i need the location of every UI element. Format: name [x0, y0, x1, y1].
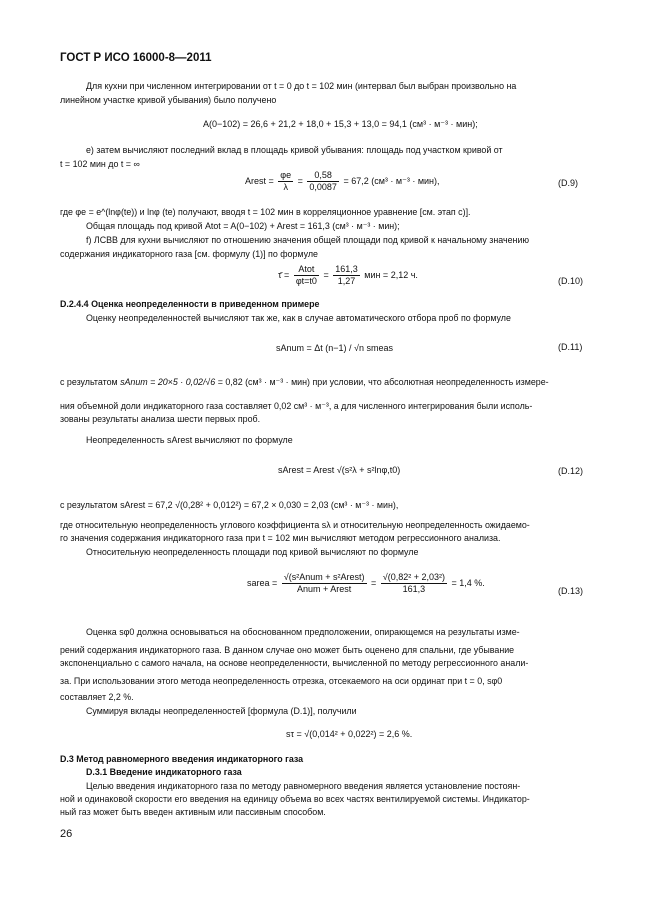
eq-lhs: sarea = [247, 577, 278, 588]
paragraph-line: где φe = e^(lnφ(te)) и lnφ (te) получают, вводя t = 102 мин в корреляционное уравнение [см. этап c)]. [60, 207, 471, 217]
page-number: 26 [60, 828, 73, 840]
paragraph-line: Общая площадь под кривой Atot = A(0−102) + Arest = 161,3 (см³ · м⁻³ · мин); [86, 221, 400, 231]
equation-number: (D.11) [558, 342, 583, 352]
equation-d10: τ̄ = $\frac{\text{Atot}}{\varphi t=t0}$ = $\frac{161,3}{1,27}$ мин = 2,12 ч. [278, 264, 418, 286]
numerator: φe [280, 170, 292, 180]
equation-d13: sarea = $\frac{\text{√(s²Anum + s²Arest)}}{\text{Anum + Arest}}$ = $\frac{\text{√(0,82² + 2,03²)}}{161,3}$ = 1,4 %. [247, 572, 485, 594]
numerator: Atot [294, 264, 319, 276]
paragraph-line: Суммируя вклады неопределенностей [формула (D.1)], получили [86, 706, 357, 716]
equation-a-sum: A(0−102) = 26,6 + 21,2 + 18,0 + 15,3 + 13,0 = 94,1 (см³ · м⁻³ · мин); [203, 119, 478, 129]
numerator: 0,58 [307, 170, 339, 182]
paragraph-line: го значения содержания индикаторного газа при t = 102 мин вычисляют методом регрессионного анализа. [60, 533, 501, 543]
paragraph-line: экспоненциально с самого начала, на основе неопределенности, вычисленной по методу регрессионного анали- [60, 658, 529, 668]
paragraph-line: за. При использовании этого метода неопределенность отрезка, отсекаемого на оси ординат при t = 0, sφ0 [60, 676, 503, 686]
equation-number: (D.9) [558, 178, 578, 188]
paragraph-line: e) затем вычисляют последний вклад в площадь кривой убывания: площадь под участком кривой от [86, 145, 503, 155]
equation-total: sτ = √(0,014² + 0,022²) = 2,6 %. [286, 729, 413, 739]
fraction [282, 572, 367, 595]
fraction [381, 572, 447, 595]
equation-d11: sAnum = Δt (n−1) / √n smeas [276, 343, 393, 353]
equation-d12: sArest = Arest √(s²λ + s²lnφ,t0) [278, 465, 401, 475]
paragraph-line: зованы результаты анализа шести первых проб. [60, 414, 261, 424]
paragraph-line: ной и одинаковой скорости его введения на единицу объема во всех частях вентилируемой системы. Индикатор- [60, 794, 530, 804]
paragraph-line: f) ЛСВВ для кухни вычисляют по отношению значения общей площади под кривой к начальному значению [86, 235, 530, 245]
paragraph-line: ния объемной доли индикаторного газа составляет 0,02 см³ · м⁻³, а для численного интегрирования были исполь- [60, 401, 533, 411]
eq-lhs: τ̄ = [278, 269, 290, 280]
paragraph-line: t = 102 мин до t = ∞ [60, 159, 140, 169]
equation-number: (D.10) [558, 276, 584, 286]
numerator: √(0,82² + 2,03²) [382, 572, 445, 582]
denominator: Anum + Arest [297, 584, 352, 594]
paragraph-line: где относительную неопределенность углового коэффициента sλ и относительную неопределенность ожидаемо- [60, 520, 530, 530]
paragraph-line: составляет 2,2 %. [60, 692, 134, 702]
fraction [333, 264, 360, 287]
eq-lhs: Arest = [245, 175, 274, 186]
paragraph-line: Целью введения индикаторного газа по методу равномерного введения является установление постоян- [86, 781, 521, 791]
section-heading: D.3 Метод равномерного введения индикаторного газа [60, 754, 304, 764]
paragraph-line: Оценку неопределенностей вычисляют так же, как в случае автоматического отбора проб по формуле [86, 313, 511, 323]
fraction [307, 170, 339, 193]
text-run: с результатом [60, 377, 118, 387]
paragraph-line [60, 376, 549, 389]
denominator: φt=t0 [295, 276, 317, 286]
paragraph-line: рений содержания индикаторного газа. В данном случае оно может быть оценено для спальни, где убывание [60, 645, 515, 655]
document-header: ГОСТ Р ИСО 16000-8—2011 [60, 52, 212, 64]
section-heading: D.2.4.4 Оценка неопределенности в приведенном примере [60, 299, 320, 309]
eq-rhs: = 67,2 (см³ · м⁻³ · мин), [343, 175, 440, 186]
fraction [278, 170, 293, 193]
paragraph-line: Для кухни при численном интегрировании от t = 0 до t = 102 мин (интервал был выбран произвольно на [86, 81, 517, 91]
numerator: √(s²Anum + s²Arest) [283, 572, 365, 582]
inline-formula: sAnum = 20×5 · 0,02/√6 [120, 377, 216, 387]
paragraph-line: с результатом sArest = 67,2 √(0,28² + 0,012²) = 67,2 × 0,030 = 2,03 (см³ · м⁻³ · мин), [60, 500, 399, 510]
numerator: 161,3 [335, 264, 358, 274]
denominator: λ [283, 182, 288, 192]
denominator: 161,3 [402, 584, 426, 594]
equation-number: (D.12) [558, 466, 584, 476]
paragraph-line: линейном участке кривой убывания) было получено [60, 95, 277, 105]
equation-number: (D.13) [558, 586, 584, 596]
paragraph-line: Неопределенность sArest вычисляют по формуле [86, 435, 293, 445]
paragraph-line: ный газ может быть введен активным или пассивным способом. [60, 807, 326, 817]
paragraph-line: Оценка sφ0 должна основываться на обоснованном предположении, опирающемся на результаты изме- [86, 627, 520, 637]
denominator: 0,0087 [309, 182, 337, 192]
fraction [294, 264, 319, 287]
paragraph-line: содержания индикаторного газа [см. формулу (1)] по формуле [60, 249, 318, 259]
eq-rhs: = 1,4 %. [451, 577, 485, 588]
denominator: 1,27 [337, 276, 356, 286]
text-run: = 0,82 (см³ · м⁻³ · мин) при условии, что абсолютная неопределенность измере- [217, 377, 549, 387]
eq-rhs: мин = 2,12 ч. [364, 269, 418, 280]
subsection-heading: D.3.1 Введение индикаторного газа [86, 767, 242, 777]
paragraph-line: Относительную неопределенность площади под кривой вычисляют по формуле [86, 547, 419, 557]
equation-d9: Arest = $\frac{\varphi e}{\lambda}$ = $\frac{0,58}{0,0087}$ = 67,2 (см³ · м⁻³ · мин), [245, 170, 440, 192]
